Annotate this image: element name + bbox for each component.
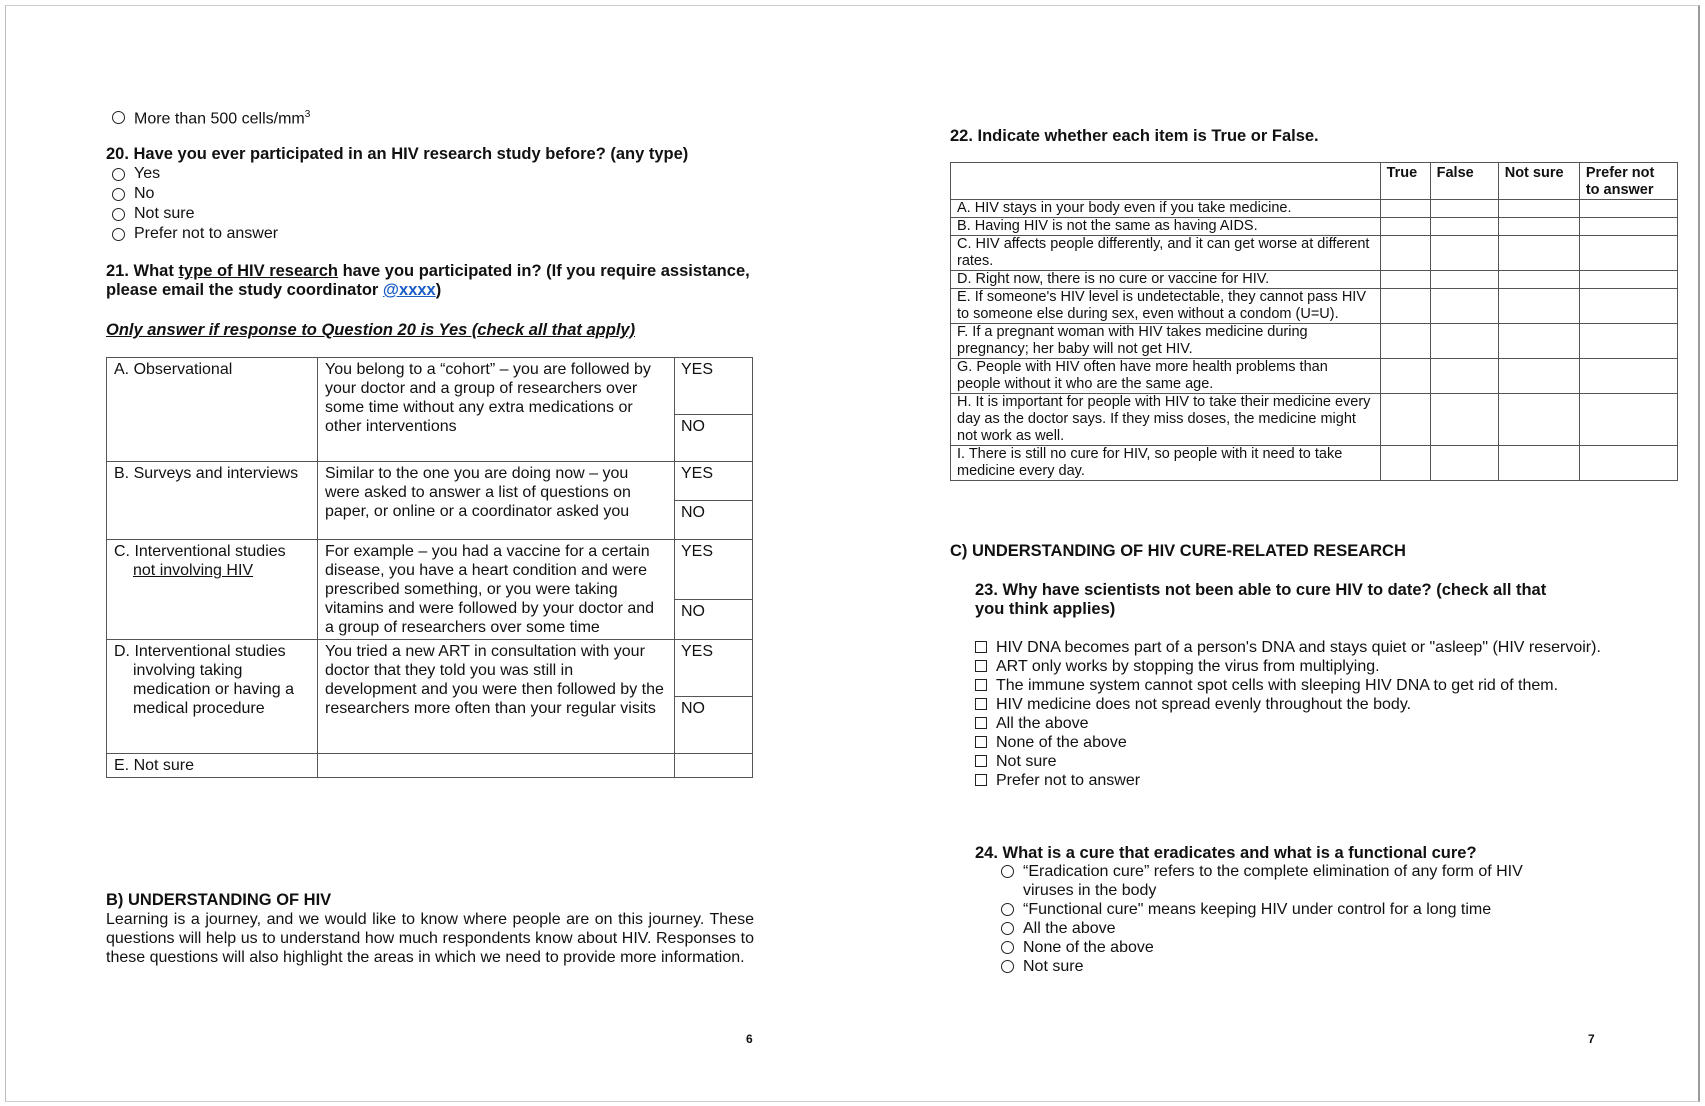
option-label: No [134,185,155,202]
answer-cell[interactable] [1498,200,1579,218]
q23-option[interactable] [975,695,1655,714]
checkbox-icon[interactable] [975,717,987,729]
q21-question: 21. What type of HIV research have you participated in? (If you require assistance, please email the study coordinator @xxxx) [106,262,750,299]
q24-options [1001,862,1561,976]
q21-instruction: Only answer if response to Question 20 is Yes (check all that apply) [106,321,636,339]
table-row [951,324,1678,359]
answer-cell[interactable] [1380,394,1430,446]
option-label: The immune system cannot spot cells with sleeping HIV DNA to get rid of them. [996,677,1559,694]
yes-cell[interactable]: YES [675,540,753,600]
table-row [951,200,1678,218]
q20-option[interactable] [112,224,278,244]
true-false-table [950,162,1678,481]
section-b-heading: B) UNDERSTANDING OF HIV [106,891,332,909]
q19-option-more-than-500[interactable] [112,105,310,129]
statement-cell: F. If a pregnant woman with HIV takes medicine during pregnancy; her baby will not get HIV. [951,324,1381,359]
item-column-header [951,163,1381,200]
q20-question: 20. Have you ever participated in an HIV research study before? (any type) [106,145,689,163]
answer-cell[interactable] [1380,446,1430,481]
radio-icon[interactable] [112,188,125,201]
answer-cell[interactable] [1430,324,1498,359]
table-row [951,446,1678,481]
answer-cell[interactable] [1498,394,1579,446]
q22-question: 22. Indicate whether each item is True or False. [950,127,1319,145]
radio-icon[interactable] [1001,903,1014,916]
q23-option[interactable] [975,771,1655,790]
answer-cell[interactable] [1430,200,1498,218]
option-label: Yes [134,165,161,182]
radio-icon[interactable] [112,168,125,181]
page-number: 6 [746,1032,753,1046]
q23-question: 23. Why have scientists not been able to cure HIV to date? (check all that you think applies) [975,581,1547,618]
research-type-label: E. Not sure [107,754,318,778]
q23-option[interactable] [975,638,1655,657]
q23-option[interactable] [975,657,1655,676]
yes-cell[interactable]: YES [675,640,753,697]
checkbox-icon[interactable] [975,679,987,691]
column-header: Not sure [1498,163,1579,200]
option-label: All the above [1023,920,1116,937]
option-label: “Functional cure" means keeping HIV under control for a long time [1023,901,1492,918]
answer-cell[interactable] [1380,289,1430,324]
answer-cell[interactable] [1498,324,1579,359]
answer-cell[interactable] [1380,218,1430,236]
option-label: Prefer not to answer [134,225,279,242]
page-7 [950,0,1680,1106]
table-row [107,540,753,600]
table-row [107,462,753,501]
answer-cell[interactable] [1430,218,1498,236]
checkbox-icon[interactable] [975,774,987,786]
q20-option[interactable] [112,184,278,204]
table-row [951,289,1678,324]
answer-cell[interactable] [1380,271,1430,289]
answer-cell[interactable] [1579,289,1677,324]
q24-option[interactable] [1001,938,1561,957]
research-type-description: For example – you had a vaccine for a certain disease, you have a heart condition and were prescribed something, or you were taking vitamins and were followed by your doctor and a group of researchers over some time [318,540,675,640]
answer-cell[interactable] [1498,446,1579,481]
option-label: All the above [996,715,1089,732]
option-label: Not sure [1023,958,1084,975]
option-label: None of the above [996,734,1127,751]
statement-cell: H. It is important for people with HIV to take their medicine every day as the doctor says. If they miss doses, the medicine might not work as well. [951,394,1381,446]
answer-cell[interactable] [1380,236,1430,271]
option-label: “Eradication cure” refers to the complete elimination of any form of HIV viruses in the body [1023,863,1523,899]
checkbox-icon[interactable] [975,641,987,653]
option-label: Prefer not to answer [996,772,1141,789]
section-b-text: Learning is a journey, and we would like to know where people are on this journey. These questions will help us to understand how much respondents know about HIV. Responses to these questions will also highlight the areas in which we need to provide more information. [106,911,754,966]
yes-cell[interactable]: YES [675,358,753,415]
radio-icon[interactable] [1001,865,1014,878]
answer-cell[interactable] [1380,324,1430,359]
radio-icon[interactable] [112,111,125,124]
statement-cell: C. HIV affects people differently, and it can get worse at different rates. [951,236,1381,271]
page-6 [106,0,756,1106]
q20-option[interactable] [112,204,278,224]
option-label: HIV DNA becomes part of a person's DNA and stays quiet or "asleep" (HIV reservoir). [996,639,1601,656]
q23-option[interactable] [975,752,1655,771]
table-row [951,359,1678,394]
column-header: True [1380,163,1430,200]
q23-option[interactable] [975,714,1655,733]
answer-cell[interactable] [1498,289,1579,324]
checkbox-icon[interactable] [975,698,987,710]
statement-cell: I. There is still no cure for HIV, so people with it need to take medicine every day. [951,446,1381,481]
research-type-label: C. Interventional studies not involving HIV [107,540,318,640]
q24-option[interactable] [1001,919,1561,938]
statement-cell: B. Having HIV is not the same as having AIDS. [951,218,1381,236]
q23-options [975,638,1655,790]
answer-cell[interactable] [1430,271,1498,289]
statement-cell: A. HIV stays in your body even if you take medicine. [951,200,1381,218]
q20-option[interactable] [112,164,278,184]
radio-icon[interactable] [1001,922,1014,935]
answer-cell[interactable] [1430,236,1498,271]
research-type-label: B. Surveys and interviews [107,462,318,540]
checkbox-icon[interactable] [975,736,987,748]
q24-option[interactable] [1001,862,1561,900]
no-cell[interactable]: NO [675,600,753,640]
table-row [951,218,1678,236]
answer-cell[interactable] [1579,271,1677,289]
answer-cell[interactable] [1579,200,1677,218]
no-cell[interactable]: NO [675,697,753,754]
radio-icon[interactable] [112,228,125,241]
research-type-label: A. Observational [107,358,318,462]
answer-cell[interactable] [1498,271,1579,289]
radio-icon[interactable] [112,208,125,221]
checkbox-icon[interactable] [975,755,987,767]
statement-cell: D. Right now, there is no cure or vaccine for HIV. [951,271,1381,289]
q20-options [112,164,278,244]
option-label: None of the above [1023,939,1154,956]
radio-icon[interactable] [1001,941,1014,954]
research-type-label: D. Interventional studies involving taking medication or having a medical procedure [107,640,318,754]
answer-cell[interactable] [1579,236,1677,271]
column-header: Prefer not to answer [1579,163,1677,200]
table-row [107,640,753,697]
radio-icon[interactable] [1001,960,1014,973]
answer-cell[interactable] [1430,446,1498,481]
yes-cell[interactable]: YES [675,462,753,501]
table-row [107,358,753,415]
table-row [951,271,1678,289]
answer-cell[interactable] [1579,218,1677,236]
option-label: HIV medicine does not spread evenly throughout the body. [996,696,1412,713]
table-row [107,754,753,778]
no-cell[interactable]: NO [675,415,753,462]
q24-question: 24. What is a cure that eradicates and what is a functional cure? [975,844,1477,862]
option-label: Not sure [996,753,1057,770]
answer-cell[interactable] [1579,446,1677,481]
research-type-description: Similar to the one you are doing now – you were asked to answer a list of questions on paper, or online or a coordinator asked you [318,462,675,540]
q24-option[interactable] [1001,957,1561,976]
page-number: 7 [1588,1032,1595,1046]
answer-cell[interactable] [1579,324,1677,359]
no-cell[interactable]: NO [675,501,753,540]
answer-cell[interactable] [1498,236,1579,271]
section-c-heading: C) UNDERSTANDING OF HIV CURE-RELATED RESEARCH [950,542,1406,560]
statement-cell: E. If someone's HIV level is undetectable, they cannot pass HIV to someone else during sex, even without a condom (U=U). [951,289,1381,324]
research-type-description: You belong to a “cohort” – you are followed by your doctor and a group of researchers over some time without any extra medications or other interventions [318,358,675,462]
q24-option[interactable] [1001,900,1561,919]
q23-option[interactable] [975,676,1655,695]
checkbox-icon[interactable] [975,660,987,672]
answer-cell[interactable] [1498,218,1579,236]
option-label: Not sure [134,205,195,222]
answer-cell[interactable] [1498,359,1579,394]
answer-cell[interactable] [1579,359,1677,394]
answer-cell[interactable] [1430,394,1498,446]
table-row [951,236,1678,271]
option-label: ART only works by stopping the virus from multiplying. [996,658,1380,675]
yes-cell[interactable] [675,754,753,778]
answer-cell[interactable] [1430,289,1498,324]
table-row [951,394,1678,446]
option-label: More than 500 cells/$mm^3$ [134,109,311,128]
statement-cell: G. People with HIV often have more health problems than people without it who are the same age. [951,359,1381,394]
answer-cell[interactable] [1430,359,1498,394]
column-header: False [1430,163,1498,200]
research-type-description [318,754,675,778]
answer-cell[interactable] [1380,200,1430,218]
coordinator-email-link[interactable]: @xxxx [382,281,436,299]
q23-option[interactable] [975,733,1655,752]
research-type-table [106,357,753,778]
research-type-description: You tried a new ART in consultation with your doctor that they told you was still in development and you were then followed by the researchers more often than your regular visits [318,640,675,754]
answer-cell[interactable] [1380,359,1430,394]
answer-cell[interactable] [1579,394,1677,446]
